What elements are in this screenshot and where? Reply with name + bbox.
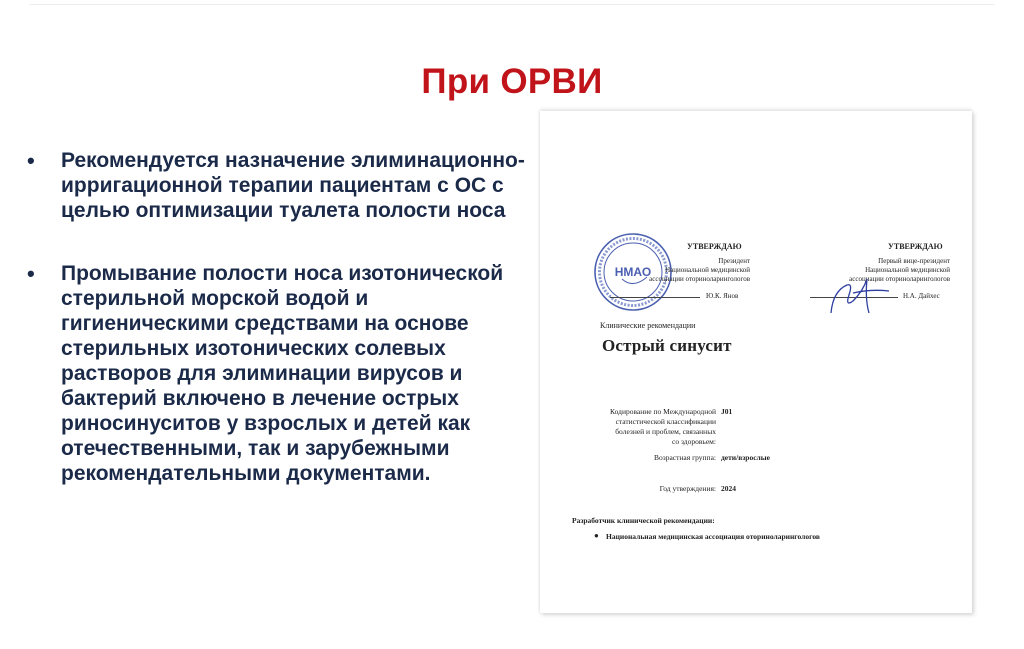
meta-value-year: 2024 — [721, 484, 736, 493]
bullet-item — [27, 148, 532, 223]
bullet-item — [27, 261, 532, 486]
bullet-marker: • — [27, 261, 35, 286]
approver-right-title: Первый вице-президент — [878, 257, 950, 265]
developer-name: Национальная медицинская ассоциация оториноларингологов — [606, 532, 820, 541]
meta-label-age: Возрастная группа: — [654, 453, 716, 462]
approver-right-org-line2: ассоциации оториноларингологов — [849, 275, 950, 283]
meta-label-line: статистической классификации — [615, 417, 716, 426]
bullet-list — [27, 148, 532, 486]
approver-left-org-line1: Национальной медицинской — [665, 266, 750, 274]
meta-label-line: со здоровьем: — [672, 437, 716, 446]
approver-left-details — [649, 257, 750, 284]
developer-label: Разработчик клинической рекомендации: — [572, 516, 715, 525]
approver-left-org-line2: ассоциации оториноларингологов — [649, 275, 750, 283]
meta-label-line: болезней и проблем, связанных — [615, 427, 716, 436]
developer-bullet: ● — [594, 531, 599, 540]
approver-left-title: Президент — [718, 257, 750, 265]
slide-title: При ОРВИ — [421, 62, 603, 101]
slide-top-border — [30, 4, 994, 5]
bullet-marker: • — [27, 148, 35, 173]
bullet-text: Промывание полости носа изотонической стерильной морской водой и гигиеническими средствами на основе стерильных изотонических солевых растворов для элиминации вирусов и бактерий включено в лечение острых риносинуситов у взрослых и детей как отечественными, так и зарубежными рекомендательными документами. — [61, 262, 504, 485]
meta-label-year: Год утверждения: — [659, 484, 716, 493]
meta-value-age: дети/взрослые — [721, 453, 770, 462]
bullet-text: Рекомендуется назначение элиминационно-ирригационной терапии пациентам с ОС с целью оптимизации туалета полости носа — [61, 149, 525, 222]
approver-left-name: Ю.К. Янов — [706, 292, 739, 300]
handwritten-signature — [823, 273, 893, 323]
clinical-guideline-document-image — [540, 111, 972, 613]
stamp-text: НМАО — [614, 265, 652, 279]
approver-right-name: Н.А. Дайхес — [903, 292, 940, 300]
meta-label-line: Кодирование по Международной — [610, 407, 716, 416]
approve-label-left: УТВЕРЖДАЮ — [687, 242, 742, 251]
approver-right-org-line1: Национальной медицинской — [865, 266, 950, 274]
meta-value-icd: J01 — [721, 407, 733, 416]
approve-label-right: УТВЕРЖДАЮ — [888, 242, 943, 251]
meta-label-icd — [610, 407, 716, 447]
document-genre: Клинические рекомендации — [600, 321, 696, 330]
signature-line-left — [610, 297, 700, 298]
document-title: Острый синусит — [602, 336, 732, 355]
